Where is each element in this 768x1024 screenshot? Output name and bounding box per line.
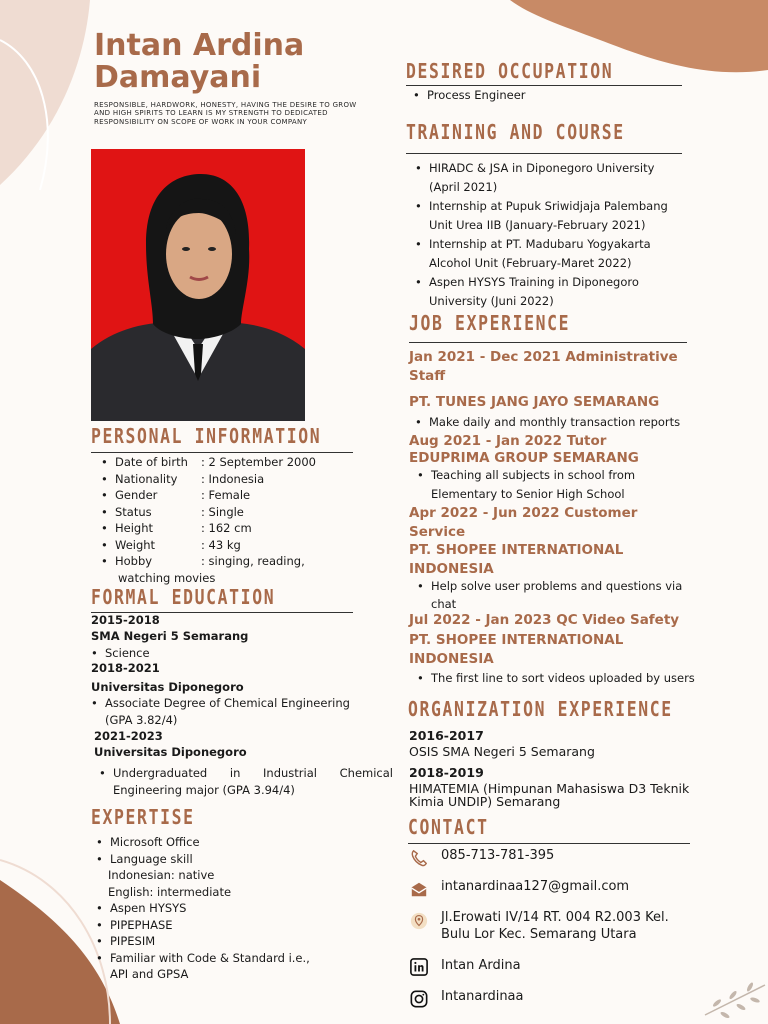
job-heading-line: Jul 2022 - Jan 2023 QC Video Safety bbox=[409, 612, 680, 628]
edu-years: 2015-2018 bbox=[91, 613, 160, 627]
list-item: • HIRADC & JSA in Diponegoro University bbox=[429, 159, 719, 178]
job-heading bbox=[409, 348, 678, 386]
org-name-line: HIMATEMIA (Himpunan Mahasiswa D3 Teknik bbox=[409, 781, 690, 796]
edu-years: 2021-2023 bbox=[94, 729, 163, 743]
field-value: : Indonesia bbox=[201, 471, 265, 486]
job-company: INDONESIA bbox=[409, 560, 494, 577]
list-item bbox=[115, 454, 355, 471]
job-desc-list bbox=[429, 414, 680, 431]
linkedin-icon bbox=[410, 958, 428, 976]
list-item: • Language skill bbox=[110, 851, 350, 868]
field-label: Weight bbox=[115, 537, 156, 552]
job-experience-title: JOB EXPERIENCE bbox=[409, 311, 571, 335]
job-heading bbox=[409, 611, 679, 670]
job-desc-continued: chat bbox=[431, 597, 457, 611]
edu-detail: • Undergraduated in Industrial Chemical bbox=[113, 765, 393, 782]
org-years: 2018-2019 bbox=[409, 765, 484, 780]
list-item bbox=[115, 537, 355, 554]
edu-school: SMA Negeri 5 Semarang bbox=[91, 629, 249, 643]
list-item bbox=[115, 553, 355, 570]
job-desc-list bbox=[431, 670, 695, 687]
list-item: • Familiar with Code & Standard i.e., bbox=[110, 950, 350, 967]
job-heading bbox=[409, 504, 637, 578]
person-name bbox=[94, 30, 304, 94]
org-name bbox=[409, 782, 689, 808]
list-item bbox=[115, 504, 355, 521]
profile-photo bbox=[91, 149, 305, 421]
mail-icon bbox=[410, 881, 428, 899]
personal-info-list bbox=[115, 454, 355, 586]
personal-info-title: PERSONAL INFORMATION bbox=[91, 424, 322, 448]
job-desc: • Teaching all subjects in school from bbox=[431, 466, 635, 485]
list-item: • PIPEPHASE bbox=[110, 917, 350, 934]
address bbox=[441, 909, 669, 943]
job-desc-continued: Elementary to Senior High School bbox=[431, 487, 625, 501]
job-heading-line: Service bbox=[409, 523, 466, 540]
list-item-continued: (April 2021) bbox=[429, 180, 498, 194]
edu-detail: • Science bbox=[105, 645, 150, 662]
field-label: Status bbox=[115, 504, 152, 519]
expertise-title: EXPERTISE bbox=[91, 805, 195, 829]
list-item-continued: University (Juni 2022) bbox=[429, 294, 554, 308]
field-value: : Single bbox=[201, 504, 244, 519]
list-item: • Aspen HYSYS Training in Diponegoro bbox=[429, 273, 719, 292]
job-heading-line: Jan 2021 - Dec 2021 Administrative bbox=[409, 349, 678, 365]
job-desc: • Help solve user problems and questions via bbox=[431, 577, 682, 595]
field-label: Date of birth bbox=[115, 455, 188, 469]
org-name: OSIS SMA Negeri 5 Semarang bbox=[409, 744, 595, 759]
job-heading bbox=[409, 433, 639, 467]
instagram-handle[interactable]: Intanardinaa bbox=[441, 989, 524, 1004]
training-title: TRAINING AND COURSE bbox=[406, 120, 625, 144]
org-name-line: Kimia UNDIP) Semarang bbox=[409, 794, 561, 809]
location-pin-icon bbox=[410, 912, 428, 930]
list-item: • Internship at Pupuk Sriwidjaja Palembang bbox=[429, 197, 719, 216]
list-item bbox=[115, 520, 355, 537]
list-item-continued: Indonesian: native bbox=[108, 868, 215, 882]
phone-number: 085-713-781-395 bbox=[441, 848, 555, 863]
list-item-continued: English: intermediate bbox=[108, 884, 232, 899]
list-item: • Microsoft Office bbox=[110, 834, 350, 851]
contact-title: CONTACT bbox=[408, 815, 489, 839]
training-list bbox=[429, 159, 719, 311]
edu-detail: • Associate Degree of Chemical Engineering bbox=[105, 695, 395, 712]
list-item bbox=[115, 471, 355, 488]
job-company: PT. TUNES JANG JAYO SEMARANG bbox=[409, 394, 660, 410]
desired-list bbox=[427, 87, 526, 104]
email-link[interactable]: intanardinaa127@gmail.com bbox=[441, 879, 630, 894]
list-item-continued: Unit Urea IIB (January-February 2021) bbox=[429, 218, 646, 232]
list-item: • Process Engineer bbox=[427, 87, 526, 104]
education-title: FORMAL EDUCATION bbox=[91, 585, 276, 609]
job-heading-line: Staff bbox=[409, 368, 446, 384]
job-heading-line: Aug 2021 - Jan 2022 Tutor bbox=[409, 433, 607, 449]
expertise-list bbox=[110, 834, 350, 983]
job-desc: • Make daily and monthly transaction reports bbox=[429, 414, 680, 431]
job-company: PT. SHOPEE INTERNATIONAL bbox=[409, 542, 624, 558]
divider bbox=[406, 153, 682, 154]
list-item: • PIPESIM bbox=[110, 933, 350, 950]
name-first-line: Intan Ardina bbox=[94, 28, 305, 63]
field-label: Gender bbox=[115, 488, 158, 502]
org-years: 2016-2017 bbox=[409, 728, 484, 743]
list-item-continued: API and GPSA bbox=[110, 967, 189, 981]
field-value: : 2 September 2000 bbox=[201, 455, 316, 469]
portrait-illustration bbox=[91, 149, 305, 421]
edu-detail-continued: Engineering major (GPA 3.94/4) bbox=[113, 782, 295, 797]
organization-title: ORGANIZATION EXPERIENCE bbox=[408, 697, 673, 721]
list-item-continued: watching movies bbox=[118, 570, 216, 585]
list-item bbox=[115, 487, 355, 504]
tagline: RESPONSIBLE, HARDWORK, HONESTY, HAVING THE DESIRE TO GROW AND HIGH SPIRITS TO LEARN IS MY STRENGTH TO DEDICATED RESPONSIBILITY ON SCOPE OF WORK IN YOUR COMPANY bbox=[94, 101, 357, 126]
edu-school: Universitas Diponegoro bbox=[94, 745, 247, 759]
field-value: : Female bbox=[201, 488, 251, 502]
job-desc-list bbox=[431, 466, 635, 504]
linkedin-name[interactable]: Intan Ardina bbox=[441, 958, 521, 973]
edu-detail-list bbox=[113, 765, 393, 798]
job-company: INDONESIA bbox=[409, 651, 494, 667]
desired-occupation-title: DESIRED OCCUPATION bbox=[406, 59, 614, 83]
address-line: Bulu Lor Kec. Semarang Utara bbox=[441, 927, 637, 942]
instagram-icon bbox=[410, 990, 428, 1008]
field-value: : 43 kg bbox=[201, 537, 241, 552]
edu-detail-list bbox=[105, 695, 395, 728]
list-item-continued: Alcohol Unit (February-Maret 2022) bbox=[429, 256, 632, 270]
job-company: EDUPRIMA GROUP SEMARANG bbox=[409, 450, 639, 466]
field-label: Hobby bbox=[115, 554, 153, 568]
field-label: Height bbox=[115, 521, 154, 535]
job-company: PT. SHOPEE INTERNATIONAL bbox=[409, 631, 624, 648]
list-item: • Internship at PT. Madubaru Yogyakarta bbox=[429, 235, 719, 254]
job-heading-line: Apr 2022 - Jun 2022 Customer bbox=[409, 505, 638, 521]
address-line: Jl.Erowati IV/14 RT. 004 R2.003 Kel. bbox=[441, 910, 669, 925]
divider bbox=[406, 85, 682, 86]
job-desc-list bbox=[431, 577, 682, 613]
edu-school: Universitas Diponegoro bbox=[91, 680, 244, 694]
field-label: Nationality bbox=[115, 471, 178, 486]
field-value: : singing, reading, bbox=[201, 554, 305, 568]
divider bbox=[408, 843, 690, 844]
divider bbox=[91, 452, 353, 453]
name-second-line: Damayani bbox=[94, 60, 262, 95]
edu-detail-continued: (GPA 3.82/4) bbox=[105, 712, 178, 727]
edu-years: 2018-2021 bbox=[91, 661, 160, 675]
list-item: • Aspen HYSYS bbox=[110, 900, 350, 917]
divider bbox=[409, 342, 687, 343]
field-value: : 162 cm bbox=[201, 521, 252, 535]
leaf-sprig-icon bbox=[695, 965, 768, 1024]
phone-icon bbox=[410, 849, 428, 867]
job-desc: • The first line to sort videos uploaded by users bbox=[431, 670, 695, 687]
